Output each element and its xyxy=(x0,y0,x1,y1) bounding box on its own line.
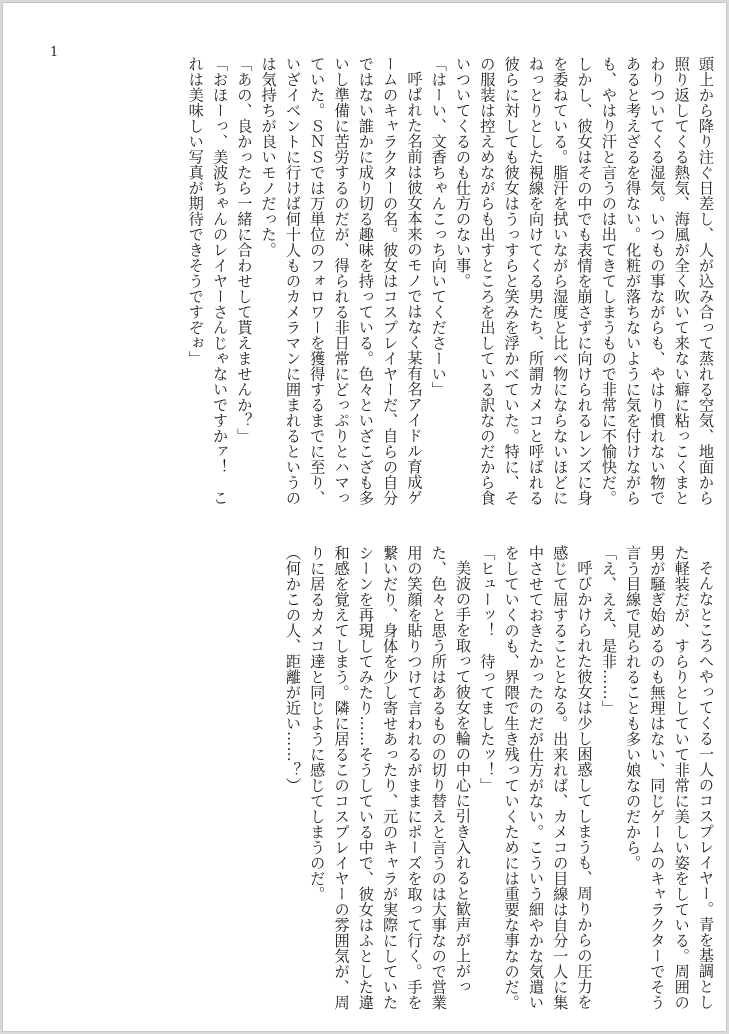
paragraph-dialogue: 「はーい、文香ちゃんこっち向いてくださーい」 xyxy=(429,56,448,397)
paragraph-narration: 美波の手を取って彼女を輪の中心に引き入れると歓声が上がった、色々と思う所はあるものの切り替えと言うのは大事なので営業用の笑顔を貼りつけて言われるがままにポーズを取って行く。手を繋いだり、身体を少し寄せあったり、元のキャラが実際にしていたシーンを再現してみたり……そうしている中で、彼女はふとした違和感を覚えてしまう。隣に居るこのコスプレイヤーの雰囲気が、周りに居るカメコ達と同じように感じてしまうのだ。 xyxy=(308,545,473,1010)
paragraph-dialogue: 「おほーっ、美波ちゃんのレイヤーさんじゃないですかァ！ これは美味しい写真が期待できそうですぞぉ」 xyxy=(186,56,230,506)
paragraph-dialogue: 「あの、良かったら一緒に合わせして貰えませんか？」 xyxy=(235,56,254,444)
paragraph-thought: （何かこの人、距離が近い……？） xyxy=(283,545,302,793)
paragraph-dialogue: 「ヒューッ！ 待ってましたッ！」 xyxy=(478,545,497,793)
bottom-tier-text xyxy=(58,545,718,1015)
top-tier-text xyxy=(58,56,718,514)
paragraph-narration: そんなところへやってくる一人のコスプレイヤー。青を基調とした軽装だが、すらりとしていて非常に美しい姿をしている。周囲の男が騒ぎ始めるのも無理はない、同じゲームのキャラクターでそう言う目線で見られることも多い娘なのだから。 xyxy=(624,545,715,1010)
paragraph-dialogue: 「え、ええ、是非……」 xyxy=(599,545,618,716)
document-page xyxy=(2,2,727,1032)
paragraph-narration: 呼びかけられた彼女は少し困惑してしまうも、周りからの圧力を感じて屈することとなる。出来れば、カメコの目線は自分一人に集中させておきたかったのだが仕方がない。こういう細やかな気遣いをしていくのも、界隈で生き残っていくためには重要な事なのだ。 xyxy=(502,545,594,1010)
paragraph-narration: 呼ばれた名前は彼女本来のモノではなく某有名アイドル育成ゲームのキャラクターの名。彼女はコスプレイヤーだ、自らの自分ではない誰かに成り切る趣味を持っている。色々といざこざも多いし準備に苦労するのだが、得られる非日常にどっぷりとハマっていた。ＳＮＳでは万単位のフォロワーを獲得するまでに至り、いざイベントに行けば何十人ものカメラマンに囲まれるというのは気持ちが良いモノだった。 xyxy=(259,56,424,506)
paragraph-narration: 頭上から降り注ぐ日差し、人が込み合って蒸れる空気、地面から照り返してくる熱気、海風が全く吹いて来ない癖に粘っこくまとわりついてくる湿気。いつもの事ながらも、やはり慣れない物であると考えざるを得ない。化粧が落ちないように気を付けながらも、やはり汗と言うのは出てきてしまうもので非常に不愉快だ。しかし、彼女はその中でも表情を崩さずに向けられるレンズに身を委ねている。脂汗を拭いながら湿度と比べ物にならないほどにねっとりとした視線を向けてくる男たち、所謂カメコと呼ばれる彼らに対しても彼女はうっすらと笑みを浮かべていた。特に、その服装は控えめながらも出すところを出している訳なのだから食いついてくるのも仕方のない事。 xyxy=(454,56,715,506)
page-number: 1 xyxy=(50,45,59,60)
